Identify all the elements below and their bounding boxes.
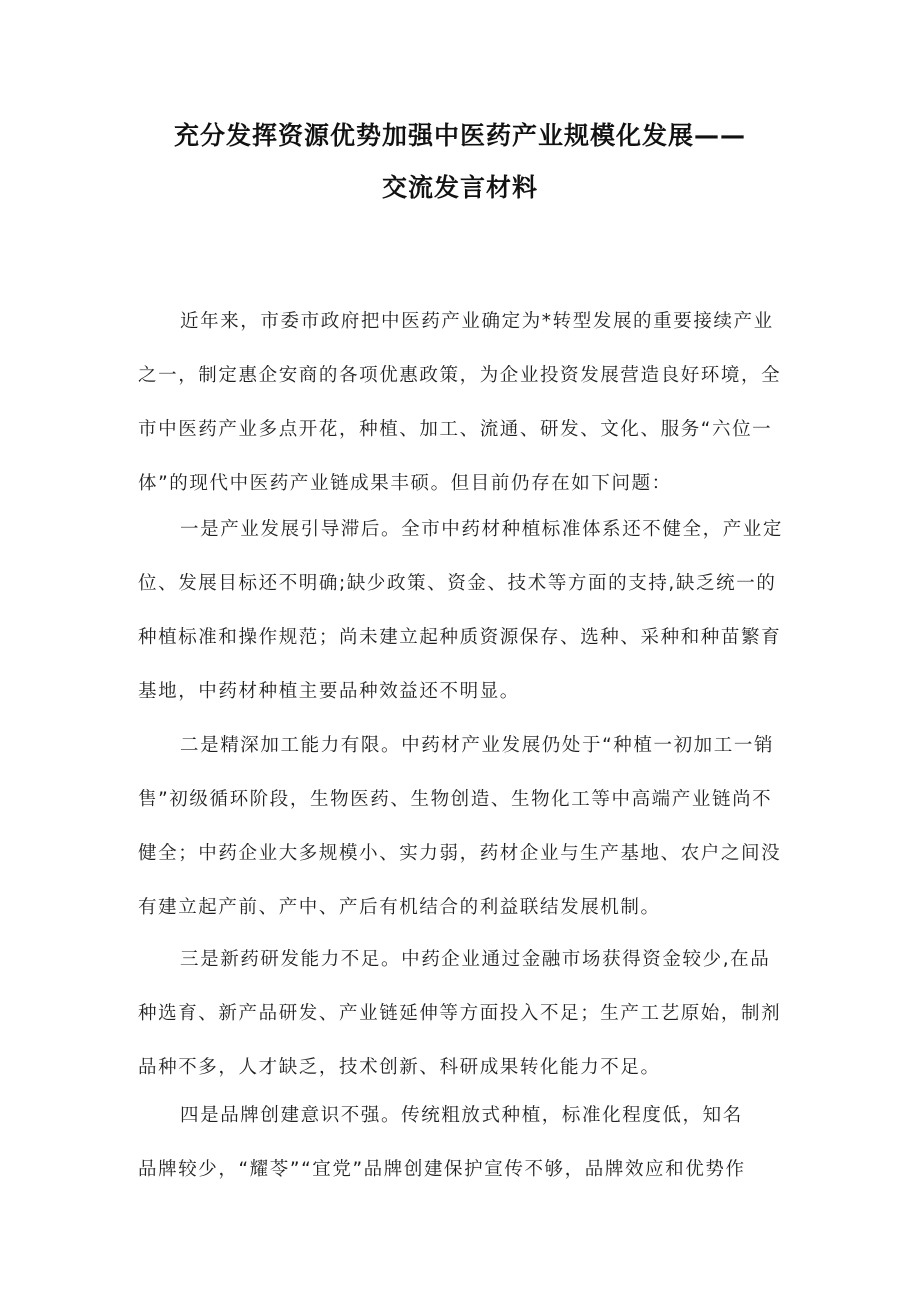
paragraph-line: 种植标准和操作规范；尚未建立起种质资源保存、选种、采种和种苗繁育 [138,627,782,648]
document-title-line-1: 充分发挥资源优势加强中医药产业规模化发展—— [173,121,746,150]
paragraph-line: 之一，制定惠企安商的各项优惠政策，为企业投资发展营造良好环境，全 [138,365,782,386]
paragraph-problem-3 [138,933,788,1095]
paragraph-line: 一是产业发展引导滞后。全市中药材种植标准体系还不健全，产业定 [180,519,784,540]
paragraph-problem-4 [138,1089,788,1197]
paragraph-line: 三是新药研发能力不足。中药企业通过金融市场获得资金较少,在品 [180,949,771,970]
paragraph-intro [138,295,788,511]
paragraph-line: 有建立起产前、产中、产后有机结合的利益联结发展机制。 [138,897,661,918]
paragraph-problem-1 [138,503,788,719]
paragraph-line: 市中医药产业多点开花，种植、加工、流通、研发、文化、服务“六位一 [138,419,773,440]
paragraph-line: 品种不多，人才缺乏，技术创新、科研成果转化能力不足。 [138,1057,661,1078]
paragraph-line: 位、发展目标还不明确;缺少政策、资金、技术等方面的支持,缺乏统一的 [138,573,777,594]
paragraph-line: 种选育、新产品研发、产业链延伸等方面投入不足；生产工艺原始，制剂 [138,1003,782,1024]
paragraph-line: 近年来，市委市政府把中医药产业确定为*转型发展的重要接续产业 [180,311,774,332]
paragraph-line: 健全；中药企业大多规模小、实力弱，药材企业与生产基地、农户之间没 [138,843,782,864]
paragraph-line: 基地，中药材种植主要品种效益还不明显。 [138,681,520,702]
paragraph-line: 体”的现代中医药产业链成果丰硕。但目前仍存在如下问题： [138,473,672,494]
paragraph-line: 二是精深加工能力有限。中药材产业发展仍处于“种植一初加工一销 [180,735,775,756]
document-title-line-2: 交流发言材料 [381,173,538,202]
paragraph-line: 四是品牌创建意识不强。传统粗放式种植，标准化程度低，知名 [180,1105,743,1126]
paragraph-line: 品牌较少，“耀苓”“宜党”品牌创建保护宣传不够，品牌效应和优势作 [138,1159,746,1180]
paragraph-line: 售”初级循环阶段，生物医药、生物创造、生物化工等中高端产业链尚不 [138,789,773,810]
paragraph-problem-2 [138,719,788,935]
